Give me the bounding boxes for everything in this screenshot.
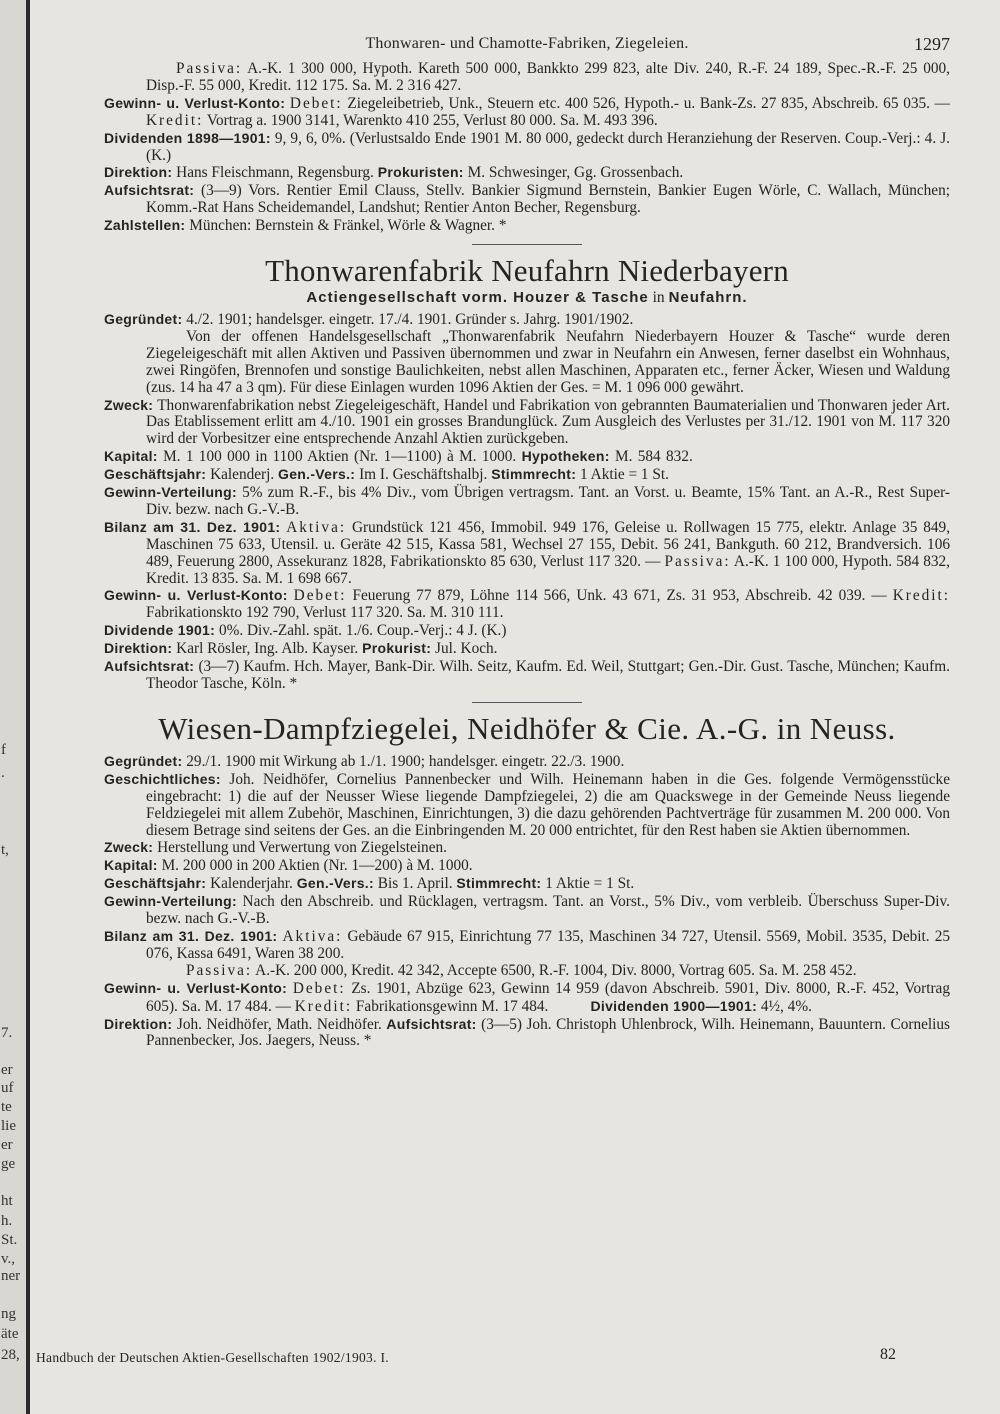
- guv-paragraph: Gewinn- u. Verlust-Konto: Debet: Feuerung 77 879, Löhne 114 566, Unk. 43 671, Zs. 31 953, Abschreib. 42 039. — Kredit: Fabrikationskto 192 790, Verlust 117 320. Sa. M. 310 111.: [104, 587, 951, 622]
- margin-fragment: St.: [1, 1232, 18, 1248]
- direction-paragraph: Direktion: Joh. Neidhöfer, Math. Neidhöfer. Aufsichtsrat: (3—5) Joh. Christoph Uhlenbrock, Wilh. Heinemann, Bauuntern. Cornelius Pannenbecker, Jos. Jaegers, Neuss. *: [104, 1015, 950, 1050]
- profit-distribution-paragraph: Gewinn-Verteilung: 5% zum R.-F., bis 4% Div., vom Übrigen vertragsm. Tant. an Vorst. u. Beamte, 15% Tant. an A.-R., Rest Super-Div. bezw. nach G.-V.-B.: [104, 484, 951, 518]
- passiva-paragraph: Passiva: A.-K. 200 000, Kredit. 42 342, Accepte 6500, R.-F. 1004, Div. 8000, Vortrag 605. Sa. M. 258 452.: [186, 961, 857, 979]
- guv-paragraph: Gewinn- u. Verlust-Konto: Debet: Zs. 1901, Abzüge 623, Gewinn 14 959 (davon Abschreib. 5901, Div. 8000, R.-F. 452, Vortrag 605). Sa. M. 17 484. — Kredit: Fabrikationsgewinn M. 17 484. Dividenden 1900—1901: 4½, 4%.: [104, 979, 950, 1015]
- margin-fragment: 28,: [1, 1347, 20, 1363]
- page-footer: [36, 1346, 896, 1366]
- footer-source: Handbuch der Deutschen Aktien-Gesellschaften 1902/1903. I.: [36, 1350, 389, 1365]
- company-entry-neuss: [104, 711, 950, 1050]
- supervisory-board-paragraph: Aufsichtsrat: (3—9) Vors. Rentier Emil Clauss, Stellv. Bankier Sigmund Bernstein, Bankier Eugen Wörle, C. Wallach, München; Komm.-Rat Hans Scheidemandel, Landshut; Rentier Anton Becher, Regensburg.: [104, 182, 950, 217]
- guv-paragraph: Gewinn- u. Verlust-Konto: Debet: Ziegeleibetrieb, Unk., Steuern etc. 400 526, Hypoth.- u. Bank-Zs. 27 835, Abschreib. 65 035. — Kredit: Vortrag a. 1900 3141, Warenkto 410 255, Verlust 80 000. Sa. M. 493 396.: [104, 94, 950, 129]
- paying-agents-paragraph: Zahlstellen: München: Bernstein & Fränkel, Wörle & Wagner. *: [104, 217, 507, 235]
- margin-fragment: lie: [1, 1118, 16, 1134]
- page-content: [104, 36, 950, 1396]
- balance-sheet-paragraph: Bilanz am 31. Dez. 1901: Aktiva: Grundstück 121 456, Immobil. 949 176, Geleise u. Rollwagen 15 775, elektr. Anlage 35 849, Maschinen 75 633, Utensil. u. Geräte 42 515, Kassa 581, Wechsel 27 155, Debit. 56 241, Bankguth. 60 212, Brandversich. 106 489, Feuerung 2800, Assekuranz 1828, Fabrikationskto 85 630, Verlust 117 320. — Passiva: A.-K. 1 100 000, Hypoth. 584 832, Kredit. 13 835. Sa. M. 1 698 667.: [104, 518, 951, 587]
- dividend-paragraph: Dividende 1901: 0%. Div.-Zahl. spät. 1./6. Coup.-Verj.: 4 J. (K.): [104, 622, 507, 640]
- header-title: Thonwaren- und Chamotte-Fabriken, Ziegeleien.: [365, 35, 689, 52]
- history-paragraph: Von der offenen Handelsgesellschaft „Thonwarenfabrik Neufahrn Niederbayern Houzer & Tasche“ wurde deren Ziegeleigeschäft mit allen Aktiven und Passiven übernommen und zwar in Neufahrn ein Anwesen, ferner daselbst ein Wohnhaus, zwei Ringöfen, Brennofen und sonstige Baulichkeiten, nebst allen Maschinen, Apparaten etc., ferner Äcker, Wiesen und Waldung (zus. 14 ha 47 a 3 qm). Für diese Einlagen wurden 1096 Aktien der Ges. = M. 1 096 000 gewährt.: [146, 327, 950, 396]
- margin-fragment: 7.: [1, 1025, 13, 1041]
- margin-fragment: er: [1, 1062, 13, 1078]
- passiva-paragraph: Passiva: A.-K. 1 300 000, Hypoth. Kareth 500 000, Bankkto 299 823, alte Div. 240, R.-F. 24 189, Spec.-R.-F. 25 000, Disp.-F. 55 000, Kredit. 112 175. Sa. M. 2 316 427.: [146, 60, 951, 94]
- margin-fragment: te: [1, 1099, 12, 1115]
- founded-paragraph: Gegründet: 29./1. 1900 mit Wirkung ab 1./1. 1900; handelsger. eingetr. 22./3. 1900.: [104, 752, 625, 770]
- margin-fragment: äte: [1, 1326, 19, 1342]
- dividend-paragraph: Dividenden 1898—1901: 9, 9, 6, 0%. (Verlustsaldo Ende 1901 M. 80 000, gedeckt durch Heranziehung der Reserven. Coup.-Verj.: 4. J. (K.): [104, 129, 950, 164]
- business-year-paragraph: Geschäftsjahr: Kalenderj. Gen.-Vers.: Im I. Geschäftshalbj. Stimmrecht: 1 Aktie = 1 St.: [104, 466, 669, 484]
- company-title: Thonwarenfabrik Neufahrn Niederbayern: [265, 253, 789, 289]
- binding-line: [26, 0, 30, 1414]
- history-paragraph: Geschichtliches: Joh. Neidhöfer, Cornelius Pannenbecker und Wilh. Heinemann haben in die Ges. folgende Vermögensstücke eingebracht: 1) die auf der Neusser Wiese liegende Dampfziegelei, 2) die am Quackswege in der Gemeinde Neuss liegende Feldziegelei mit allem Zubehör, Maschinen, Einrichtungen, 3) die dazu gehörenden Pachtverträge für zusammen M. 200 000. Von diesem Betrage sind seitens der Ges. an die Einbringenden M. 20 000 entrichtet, für den Rest haben sie Aktien übernommen.: [104, 770, 950, 839]
- capital-paragraph: Kapital: M. 1 100 000 in 1100 Aktien (Nr. 1—1100) à M. 1000. Hypotheken: M. 584 832.: [104, 448, 693, 466]
- purpose-paragraph: Zweck: Thonwarenfabrikation nebst Ziegeleigeschäft, Handel und Fabrikation von gebrannten Baumaterialien und Thonwaren jeder Art. Das Etablissement erlitt am 4./10. 1901 ein grosses Brandunglück. Zum Ausgleich des Verlustes per 31./12. 1901 von M. 117 320 wird der Vorbesitzer eine entsprechende Anzahl Aktien zurückgeben.: [104, 396, 950, 448]
- margin-fragment: ner: [1, 1268, 21, 1284]
- founded-paragraph: Gegründet: 4./2. 1901; handelsger. eingetr. 17./4. 1901. Gründer s. Jahrg. 1901/1902.: [104, 310, 634, 328]
- margin-fragment: ht: [1, 1193, 13, 1209]
- direction-paragraph: Direktion: Karl Rösler, Ing. Alb. Kayser. Prokurist: Jul. Koch.: [104, 640, 498, 658]
- margin-fragment: ge: [1, 1156, 16, 1172]
- supervisory-board-paragraph: Aufsichtsrat: (3—7) Kaufm. Hch. Mayer, Bank-Dir. Wilh. Seitz, Kaufm. Ed. Weil, Stuttgart; Gen.-Dir. Gust. Tasche, München; Kaufm. Theodor Tasche, Köln. *: [104, 658, 950, 692]
- margin-fragment: .: [1, 765, 5, 781]
- section-divider: [472, 702, 582, 703]
- margin-fragment: h.: [1, 1213, 13, 1229]
- direction-paragraph: Direktion: Hans Fleischmann, Regensburg. Prokuristen: M. Schwesinger, Gg. Grossenbach.: [104, 164, 684, 182]
- running-header: [104, 36, 950, 61]
- company-entry-neufahrn: [104, 253, 950, 693]
- margin-fragment: ng: [1, 1306, 16, 1322]
- margin-fragment: v.,: [1, 1251, 16, 1267]
- company-subtitle: Actiengesellschaft vorm. Houzer & Tasche in Neufahrn.: [306, 289, 748, 307]
- business-year-paragraph: Geschäftsjahr: Kalenderjahr. Gen.-Vers.: Bis 1. April. Stimmrecht: 1 Aktie = 1 St.: [104, 875, 635, 893]
- margin-fragment: er: [1, 1137, 13, 1153]
- previous-company-continuation: [104, 61, 950, 235]
- profit-distribution-paragraph: Gewinn-Verteilung: Nach den Abschreib. und Rücklagen, vertragsm. Tant. an Vorst., 5% Div., vom verbleib. Überschuss Super-Div. bezw. nach G.-V.-B.: [104, 893, 950, 928]
- capital-paragraph: Kapital: M. 200 000 in 200 Aktien (Nr. 1—200) à M. 1000.: [104, 857, 473, 875]
- section-divider: [472, 244, 582, 245]
- page-number: 1297: [914, 34, 950, 54]
- margin-fragment: f: [1, 742, 6, 758]
- balance-sheet-paragraph: Bilanz am 31. Dez. 1901: Aktiva: Gebäude 67 915, Einrichtung 77 135, Maschinen 34 727, Utensil. 5569, Mobil. 3535, Debit. 25 076, Kassa 6491, Waren 38 200.: [104, 927, 950, 962]
- margin-fragment: t,: [1, 842, 9, 858]
- company-title: Wiesen-Dampfziegelei, Neidhöfer & Cie. A.-G. in Neuss.: [158, 710, 896, 746]
- footer-signature: 82: [880, 1346, 896, 1363]
- purpose-paragraph: Zweck: Herstellung und Verwertung von Ziegelsteinen.: [104, 839, 447, 857]
- margin-fragment: uf: [1, 1080, 14, 1096]
